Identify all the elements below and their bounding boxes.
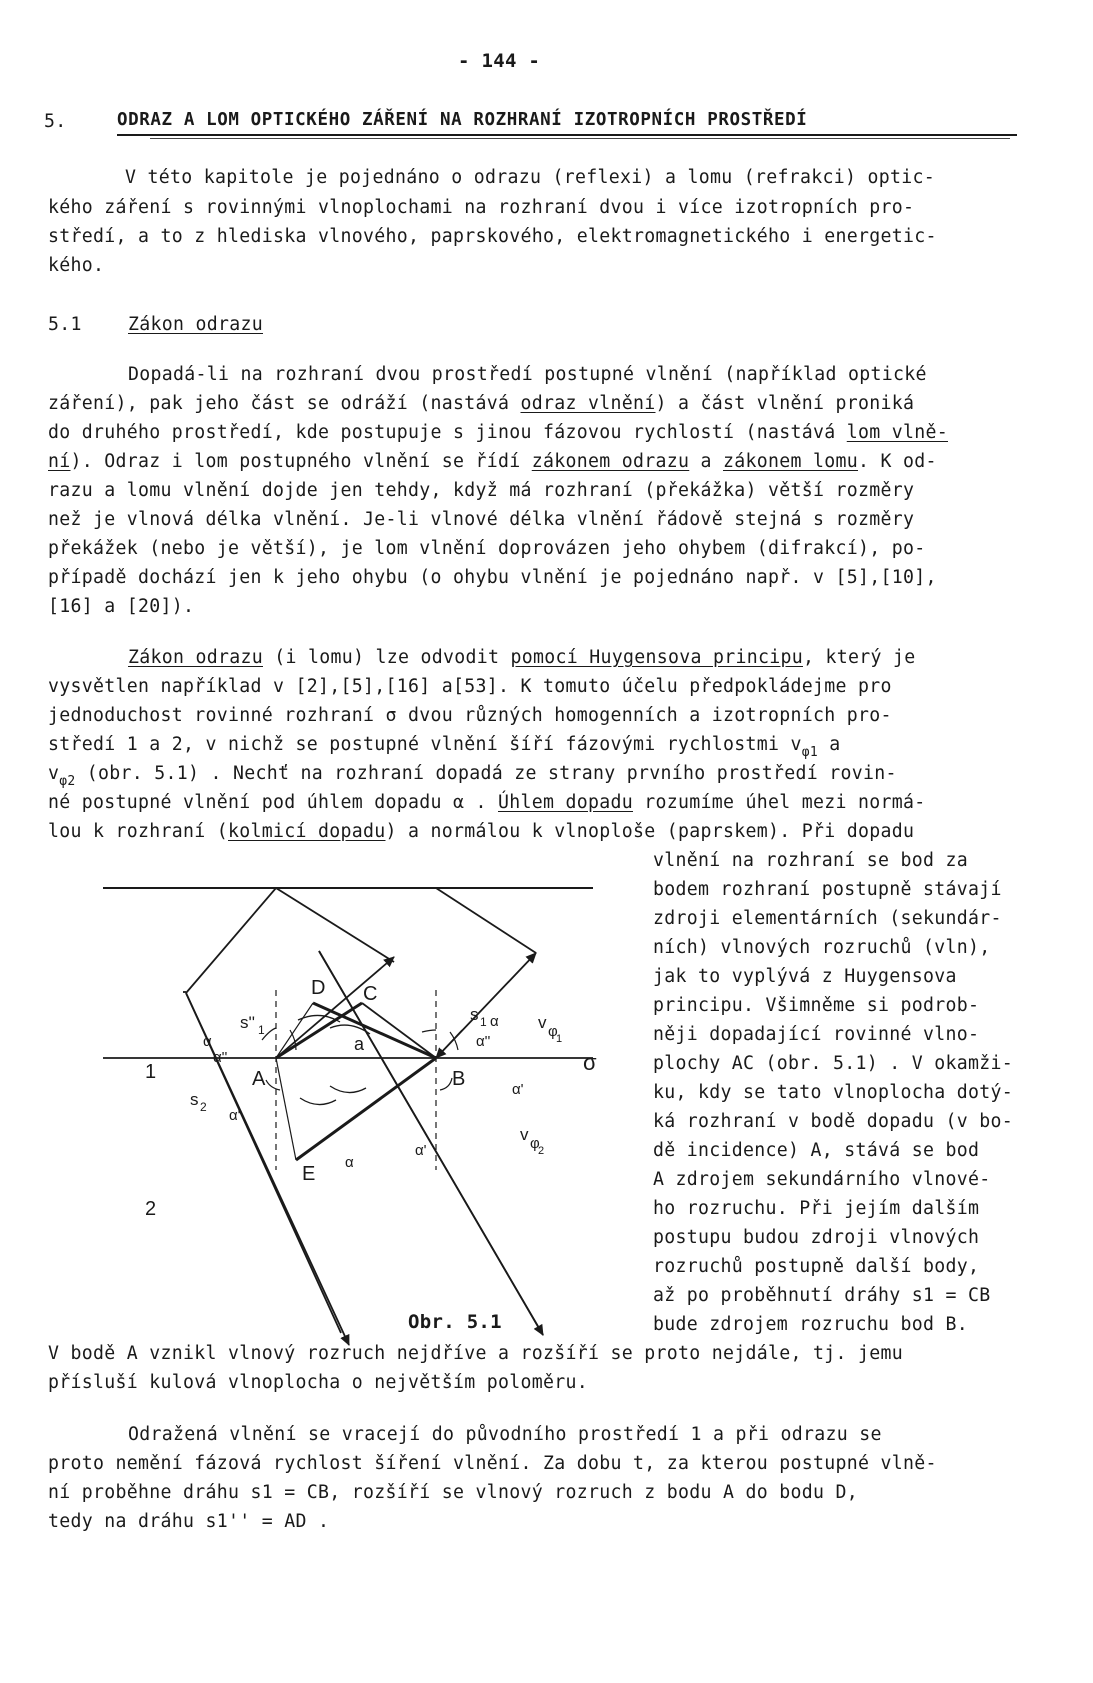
para2-line-6: né postupné vlnění pod úhlem dopadu α . Úhlem dopadu rozumíme úhel mezi normá- (48, 792, 926, 813)
fig-wavelet-arc-3 (300, 1098, 336, 1105)
right-col-line-11: dě incidence) A, stává se bod (653, 1140, 980, 1161)
intro-line-4: kého. (48, 255, 105, 276)
para2-line-1: Zákon odrazu (i lomu) lze odvodit pomocí Huygensova principu, který je (128, 647, 916, 668)
figure-caption: Obr. 5.1 (408, 1311, 502, 1333)
label-a: a (354, 1034, 365, 1054)
label-phi2: φ (530, 1135, 540, 1152)
para1-line-4: ní). Odraz i lom postupného vlnění se řídí zákonem odrazu a zákonem lomu. K od- (48, 451, 937, 472)
fig-wavefront-AC (276, 1003, 362, 1058)
para2-line-2: vysvětlen například v [2],[5],[16] a[53]. K tomuto účelu předpokládejme pro (48, 676, 892, 697)
right-col-line-1: vlnění na rozhraní se bod za (653, 850, 968, 871)
label-alpha-B: α (490, 1013, 499, 1030)
page-number: - 144 - (458, 50, 541, 72)
label-alpha-mid: α (345, 1154, 354, 1171)
para1-line-9: [16] a [20]). (48, 596, 195, 617)
fig-strokes (103, 951, 593, 1345)
para1-line-7: překážek (nebo je větší), je lom vlnění doprovázen jeho ohybem (difrakcí), po- (48, 538, 926, 559)
para1-line-5: razu a lomu vlnění dojde jen tehdy, když má rozhraní (překážka) větší rozměry (48, 480, 915, 501)
right-col-line-8: plochy AC (obr. 5.1) . V okamži- (653, 1053, 1013, 1074)
fig-s2-arrow (276, 1058, 296, 1160)
right-col-line-2: bodem rozhraní postupně stávají (653, 879, 1002, 900)
para2-line-3: jednoduchost rovinné rozhraní σ dvou různých homogenních a izotropních pro- (48, 705, 892, 726)
label-alpha-A: α (203, 1033, 212, 1050)
label-phi1: φ (548, 1023, 558, 1040)
para1-line-3: do druhého prostředí, kde postupuje s jinou fázovou rychlostí (nastává lom vlně- (48, 422, 948, 443)
para3-line-4: tedy na dráhu s1'' = AD . (48, 1511, 330, 1532)
para2-line-4: středí 1 a 2, v nichž se postupné vlnění šíří fázovými rychlostmi $v_{\varphi 1}$ a (48, 734, 841, 760)
label-B: B (452, 1068, 466, 1090)
para1-line-1: Dopadá-li na rozhraní dvou prostředí postupné vlnění (například optické (128, 364, 927, 385)
fig-labels (145, 977, 597, 1220)
para3-line-2: proto nemění fázová rychlost šíření vlnění. Za dobu t, za kterou postupné vlně- (48, 1453, 937, 1474)
label-s1-sub: 1 (480, 1015, 487, 1029)
para2-line-7: lou k rozhraní (kolmicí dopadu) a normálou k vlnoploše (paprskem). Při dopadu (48, 821, 915, 842)
fig-angle-arc-B-alpha (422, 1030, 436, 1032)
label-phi1-sub: 1 (556, 1033, 563, 1045)
label-s2: s (190, 1090, 199, 1109)
right-col-line-16: až po proběhnutí dráhy s1 = CB (653, 1285, 991, 1306)
after-fig-line-2: přísluší kulová vlnoplocha o největším poloměru. (48, 1372, 588, 1393)
right-col-line-17: bude zdrojem rozruchu bod B. (653, 1314, 968, 1335)
label-medium-2: 2 (145, 1198, 157, 1220)
intro-line-2: kého záření s rovinnými vlnoplochami na rozhraní dvou i více izotropních pro- (48, 197, 915, 218)
label-sigma: σ (583, 1050, 597, 1075)
label-D: D (311, 977, 326, 999)
para1-line-2: záření), pak jeho část se odráží (nastává odraz vlnění) a část vlnění proniká (48, 393, 915, 414)
label-v-phi1: v (538, 1013, 547, 1032)
right-col-line-7: něji dopadající rovinné vlno- (653, 1024, 980, 1045)
label-medium-1: 1 (145, 1061, 157, 1083)
fig-s1-arrow (436, 1030, 462, 1058)
label-alpha-p-B: α' (512, 1081, 524, 1098)
para3-line-3: ní proběhne dráhu s1 = CB, rozšíří se vlnový rozruch z bodu A do bodu D, (48, 1482, 858, 1503)
intro-line-3: středí, a to z hlediska vlnového, paprskového, elektromagnetického i energetic- (48, 226, 937, 247)
right-col-line-12: A zdrojem sekundárního vlnové- (653, 1169, 991, 1190)
label-s1pp: s'' (240, 1013, 255, 1032)
section-title: Zákon odrazu (128, 314, 263, 335)
para3-line-1: Odražená vlnění se vracejí do původního prostředí 1 a při odrazu se (128, 1424, 882, 1445)
label-alpha-pp-A: α'' (213, 1049, 228, 1066)
right-col-line-5: jak to vyplývá z Huygensova (653, 966, 957, 987)
label-alpha-p-A: α' (229, 1107, 241, 1124)
intro-line-1: V této kapitole je pojednáno o odrazu (reflexi) a lomu (refrakci) optic- (125, 167, 935, 188)
label-s1: s (470, 1005, 479, 1024)
label-alpha-p-B2: α' (415, 1142, 427, 1159)
right-col-line-13: ho rozruchu. Při jejím dalším (653, 1198, 980, 1219)
label-C: C (363, 983, 378, 1005)
label-A: A (252, 1068, 266, 1090)
right-col-line-4: ních) vlnových rozruchů (vln), (653, 937, 991, 958)
para2-line-5: $v_{\varphi 2}$ (obr. 5.1) . Nechť na rozhraní dopadá ze strany prvního prostředí rovin- (48, 763, 897, 789)
chapter-title: ODRAZ A LOM OPTICKÉHO ZÁŘENÍ NA ROZHRANÍ IZOTROPNÍCH PROSTŘEDÍ (117, 110, 808, 130)
label-s2-sub: 2 (200, 1100, 207, 1114)
fig-wavelet-arc-4 (330, 1086, 366, 1093)
para1-line-8: případě dochází jen k jeho ohybu (o ohybu vlnění je pojednáno např. v [5],[10], (48, 567, 937, 588)
label-v-phi2: v (520, 1125, 529, 1144)
right-col-line-9: ku, kdy se tato vlnoplocha dotý- (653, 1082, 1013, 1103)
fig-angle-arc-B-alpha-p (440, 1078, 452, 1090)
fig-reflected-ray-A (276, 957, 394, 1058)
fig-angle-arc-alpha-p (266, 1080, 280, 1090)
after-fig-line-1: V bodě A vznikl vlnový rozruch nejdříve a rozšíří se proto nejdále, tj. jemu (48, 1343, 903, 1364)
label-s1pp-sub: 1 (258, 1023, 265, 1037)
right-col-line-10: ká rozhraní v bodě dopadu (v bo- (653, 1111, 1013, 1132)
right-col-line-15: rozruchů postupně další body, (653, 1256, 980, 1277)
right-col-line-3: zdroji elementárních (sekundár- (653, 908, 1002, 929)
right-col-line-6: principu. Všimněme si podrob- (653, 995, 980, 1016)
chapter-number: 5. (44, 111, 67, 132)
section-number: 5.1 (48, 314, 82, 335)
right-col-line-14: postupu budou zdroji vlnových (653, 1227, 980, 1248)
label-E: E (302, 1163, 316, 1185)
para1-line-6: než je vlnová délka vlnění. Je-li vlnové délka vlnění řádově stejná s rozměry (48, 509, 915, 530)
label-phi2-sub: 2 (538, 1145, 545, 1157)
label-alpha-pp-B: α'' (476, 1033, 491, 1050)
